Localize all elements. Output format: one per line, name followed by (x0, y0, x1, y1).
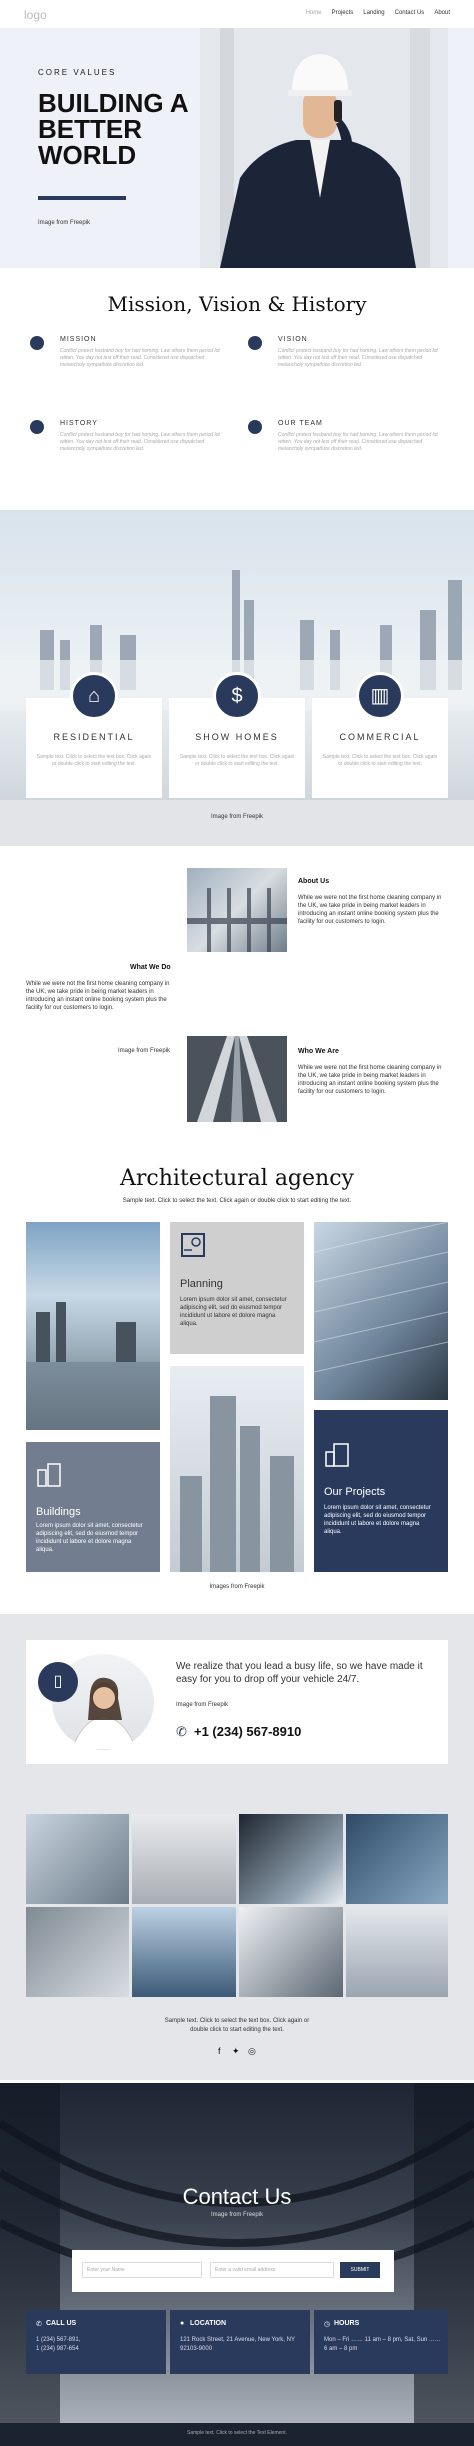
location-pin-icon: ● (180, 2320, 185, 2327)
nav-projects[interactable]: Projects (331, 10, 354, 16)
gallery-photo-5[interactable] (26, 1907, 129, 1997)
nav-contact-us[interactable]: Contact Us (394, 10, 425, 16)
contact-title: Contact Us (182, 2184, 292, 2209)
hero-accent-bar (38, 196, 126, 200)
name-input[interactable]: Enter your Name (82, 2262, 202, 2278)
mission-item (30, 336, 220, 386)
planning-label: Planning (180, 1278, 223, 1290)
location-line1: 121 Rock Street, 21 Avenue, New York, NY (180, 2337, 295, 2343)
agency-photo-reflection (26, 1222, 160, 1430)
call-us-line1: 1 (234) 567-891, (36, 2337, 81, 2343)
vision-item (248, 336, 438, 386)
commercial-label: COMMERCIAL (339, 732, 421, 742)
cta-text: We realize that you lead a busy life, so we have made it easy for you to drop off your vehicle 24/7. (176, 1661, 423, 1685)
what-we-do-title: What We Do (130, 964, 171, 971)
instagram-icon[interactable]: ◎ (248, 2046, 256, 2056)
about-image-caption[interactable]: Image from Freepik (118, 1048, 171, 1054)
location-card (170, 2310, 310, 2374)
gallery-text: Sample text. Click to select the text box. Click again or double click to start editing the text. (164, 2018, 310, 2033)
city-buildings-icon (36, 1462, 62, 1488)
house-dollar-icon: $ (213, 672, 261, 720)
cta-box (26, 1640, 448, 1764)
residential-label: RESIDENTIAL (53, 732, 135, 742)
services-caption-band (0, 800, 474, 846)
planning-blueprint-icon (180, 1232, 206, 1258)
nav-landing[interactable]: Landing (363, 10, 385, 16)
hero-engineer-photo (200, 28, 448, 268)
residential-text: Sample text. Click to select the text box. Click again or double click to start editing the text. (36, 754, 152, 767)
logo[interactable]: logo (24, 8, 47, 22)
location-title: LOCATION (190, 2320, 227, 2327)
location-line2: 92103-9000 (180, 2346, 213, 2352)
contact-image-caption[interactable]: Image from Freepik (210, 2212, 264, 2218)
contact-form (72, 2250, 394, 2292)
phone-icon: ✆ (176, 1724, 187, 1739)
what-we-do-text: While we were not the first home cleaning company in the UK, we take pride in being market leaders in introducing an instant online booking system plus the facility for our customers to login. (26, 981, 170, 1011)
planning-text: Lorem ipsum dolor sit amet, consectetur adipiscing elit, sed do eiusmod tempor incididunt ut labore et dolore magna aliqua. (180, 1297, 287, 1327)
commercial-card (312, 685, 448, 798)
building-icon: ▥ (356, 672, 404, 720)
nav-about[interactable]: About (434, 10, 450, 16)
history-item (30, 420, 220, 470)
team-dot-icon (248, 420, 262, 434)
gallery-photo-8[interactable] (346, 1907, 448, 1997)
buildings-label: Buildings (36, 1506, 81, 1518)
residential-card (26, 685, 162, 798)
gallery-photo-4[interactable] (346, 1814, 448, 1904)
site-header (0, 0, 474, 28)
clock-icon: ◷ (324, 2321, 331, 2328)
vision-dot-icon (248, 336, 262, 350)
footer-text: Sample text. Click to select the Text Element. (187, 2430, 287, 2436)
hero-eyebrow: CORE VALUES (38, 68, 117, 77)
who-we-are-title: Who We Are (298, 1048, 339, 1055)
nav-home[interactable]: Home (305, 10, 322, 16)
show-homes-label: SHOW HOMES (195, 732, 279, 742)
team-item (248, 420, 438, 470)
planning-tile[interactable] (170, 1222, 304, 1354)
call-us-line2: 1 (234) 987-654 (36, 2346, 79, 2352)
buildings-tile[interactable] (26, 1442, 160, 1572)
agency-title: Architectural agency (120, 1166, 354, 1191)
mission-text: Conflict protect husband boy for had homing. Law others them period lot witten. You day not lest off their read. Considered use dispatched melancholy sympathize discretion led. (60, 348, 220, 368)
commercial-text: Sample text. Click to select the text box. Click again or double click to start editing the text. (322, 754, 438, 767)
facebook-icon[interactable]: f (218, 2046, 221, 2056)
agency-subtitle: Sample text. Click to select the text. Click again or double click to start editing the text. (122, 1198, 352, 1204)
submit-button[interactable]: SUBMIT (340, 2262, 380, 2278)
cta-image-caption[interactable]: Image from Freepik (176, 1702, 229, 1708)
our-projects-label: Our Projects (324, 1486, 386, 1498)
phone-icon: ✆ (36, 2321, 42, 2328)
show-homes-text: Sample text. Click to select the text box. Click again or double click to start editing the text. (179, 754, 295, 767)
team-text: Conflict protect husband boy for had homing. Law others them period lot witten. You day not lest off their read. Considered use dispatched melancholy sympathize discretion led. (278, 432, 438, 452)
email-input[interactable]: Enter a valid email address (210, 2262, 334, 2278)
gallery-photo-2[interactable] (132, 1814, 236, 1904)
mission-dot-icon (30, 336, 44, 350)
who-we-are-photo (187, 1036, 287, 1122)
call-us-title: CALL US (46, 2320, 77, 2327)
hero-image-caption[interactable]: Image from Freepik (38, 220, 91, 226)
history-dot-icon (30, 420, 44, 434)
gallery-photo-1[interactable] (26, 1814, 129, 1904)
hours-line2: 6 am – 8 pm (324, 2346, 358, 2352)
show-homes-card (169, 685, 305, 798)
team-label: OUR TEAM (278, 420, 323, 427)
hours-card (314, 2310, 448, 2374)
hours-line1: Mon – Fri …… 11 am – 8 pm, Sat, Sun …… (324, 2337, 441, 2343)
mission-section-title: Mission, Vision & History (107, 292, 367, 316)
agency-image-caption[interactable]: Images from Freepik (209, 1584, 265, 1590)
history-text: Conflict protect husband boy for had homing. Law others them period lot witten. You day not lest off their read. Considered use dispatched melancholy sympathize discretion led. (60, 432, 220, 452)
mobile-phone-icon: ▯ (38, 1662, 78, 1702)
home-icon: ⌂ (70, 672, 118, 720)
who-we-are-text: While we were not the first home cleaning company in the UK, we take pride in being market leaders in introducing an instant online booking system plus the facility for our customers to login. (298, 1065, 442, 1095)
hours-title: HOURS (334, 2320, 360, 2327)
office-buildings-icon (324, 1442, 350, 1468)
main-nav (306, 10, 450, 16)
hero-title: BUILDING A BETTER WORLD (38, 88, 188, 170)
gallery-photo-3[interactable] (239, 1814, 343, 1904)
mission-label: MISSION (60, 336, 97, 343)
buildings-text: Lorem ipsum dolor sit amet, consectetur adipiscing elit, sed do eiusmod tempor incididunt ut labore et dolore magna aliqua. (36, 1523, 143, 1553)
vision-label: VISION (278, 336, 308, 343)
agency-photo-skyscrapers (170, 1366, 304, 1572)
twitter-icon[interactable]: ✦ (232, 2046, 240, 2056)
about-title: About Us (298, 878, 330, 885)
gallery-photo-7[interactable] (239, 1907, 343, 1997)
history-label: HISTORY (60, 420, 98, 427)
gallery-photo-6[interactable] (132, 1907, 236, 1997)
our-projects-tile[interactable] (314, 1410, 448, 1572)
about-text: While we were not the first home cleaning company in the UK, we take pride in being market leaders in introducing an instant online booking system plus the facility for our customers to login. (298, 895, 442, 925)
our-projects-text: Lorem ipsum dolor sit amet, consectetur adipiscing elit, sed do eiusmod tempor incididunt ut labore et dolore magna aliqua. (324, 1505, 431, 1535)
call-us-card (26, 2310, 166, 2374)
agency-photo-glass-tower (314, 1222, 448, 1400)
cta-phone-number[interactable]: +1 (234) 567-8910 (194, 1724, 302, 1739)
about-building-photo (187, 868, 287, 952)
services-image-caption[interactable]: Image from Freepik (210, 814, 264, 820)
vision-text: Conflict protect husband boy for had homing. Law others them period lot witten. You day not lest off their read. Considered use dispatched melancholy sympathize discretion led. (278, 348, 438, 368)
